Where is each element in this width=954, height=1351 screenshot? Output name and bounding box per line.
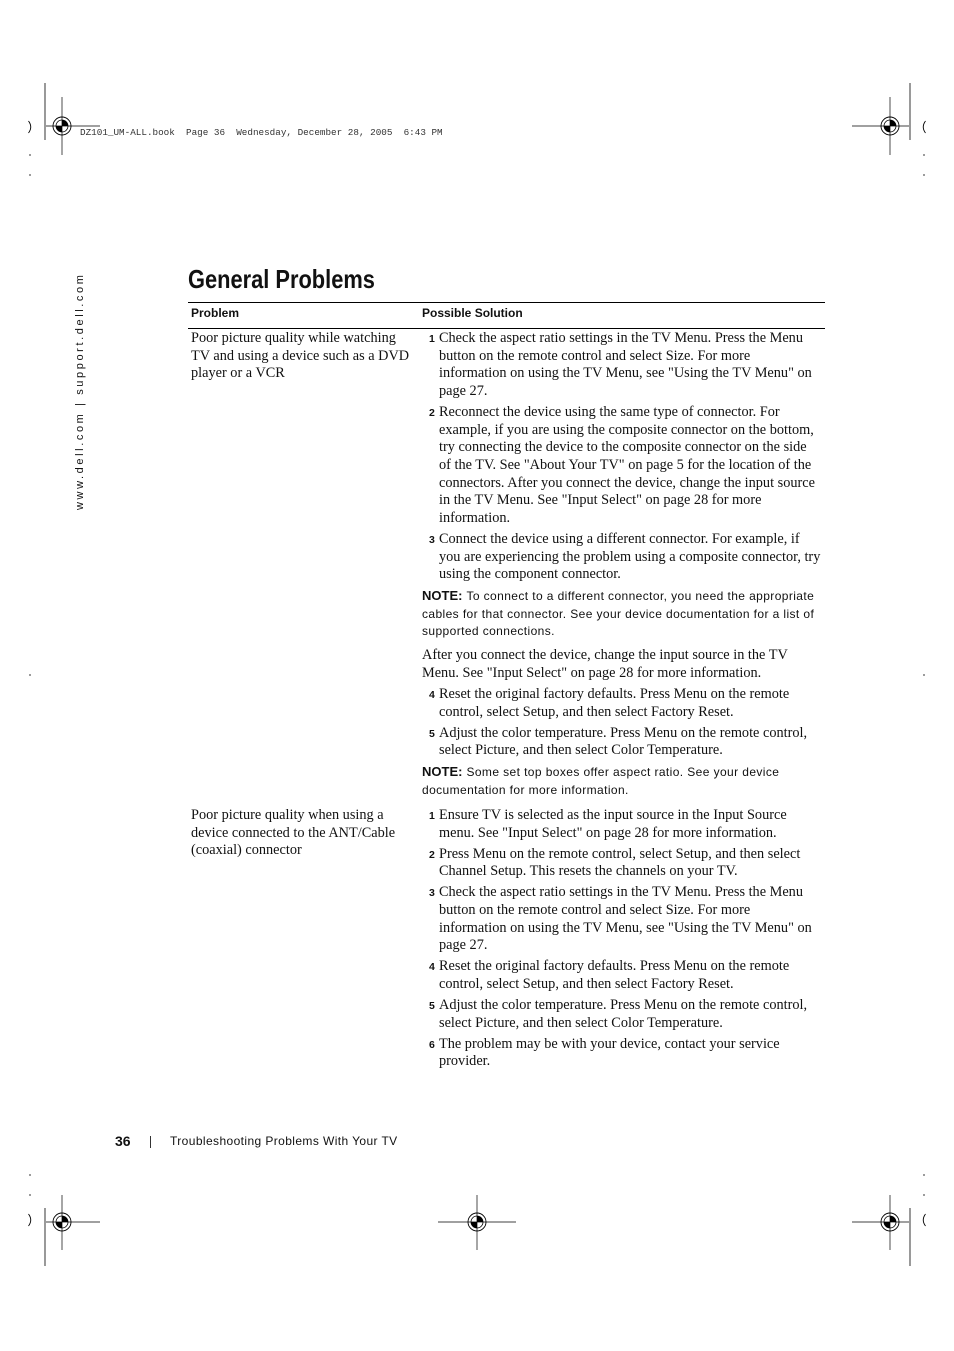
solution-step xyxy=(422,531,825,584)
step-number: 2 xyxy=(429,407,435,420)
solution-cell xyxy=(422,330,825,799)
solution-step xyxy=(422,330,825,401)
fold-dot xyxy=(923,154,925,156)
step-text-line: in the TV Menu. See "Input Select" on page 28 for more xyxy=(439,492,762,509)
note-text: Some set top boxes offer aspect ratio. See your device xyxy=(466,765,780,780)
step-text-line: of the TV. See "About Your TV" on page 5 for the location of the xyxy=(439,456,812,473)
solution-paragraph xyxy=(422,647,825,682)
note-label: NOTE: xyxy=(422,764,463,780)
side-tab-url: www.dell.com | support.dell.com xyxy=(74,272,86,510)
problem-text-line: (coaxial) connector xyxy=(191,842,302,859)
step-text-line: connectors. After you connect the device, change the input source xyxy=(439,474,815,491)
step-text-line: Channel Setup. This resets the channels on your TV. xyxy=(439,863,738,880)
step-number: 6 xyxy=(429,1038,435,1051)
note-text: To connect to a different connector, you need the appropriate xyxy=(466,589,815,604)
solution-step xyxy=(422,846,825,881)
table-header-row xyxy=(188,303,825,329)
note-text-line xyxy=(422,763,825,782)
note-text-line xyxy=(422,587,825,606)
step-text-line: information. xyxy=(439,509,511,526)
bracket-mark xyxy=(923,121,925,133)
fold-dot xyxy=(29,154,31,156)
step-number: 5 xyxy=(429,999,435,1012)
step-number: 5 xyxy=(429,727,435,740)
note-text-line: cables for that connector. See your device documentation for a list of xyxy=(422,606,815,621)
fold-dot xyxy=(923,674,925,676)
solution-cell xyxy=(422,807,825,1071)
problem-cell xyxy=(188,807,422,1071)
solution-step xyxy=(422,1036,825,1071)
step-text-line: Check the aspect ratio settings in the TV Menu. Press the Menu xyxy=(439,330,803,346)
step-text-line: menu. See "Input Select" on page 28 for more information. xyxy=(439,824,777,841)
bracket-mark xyxy=(923,1214,925,1226)
step-text-line: control, select Setup, and then select Factory Reset. xyxy=(439,975,734,992)
table-row xyxy=(188,806,825,1071)
solution-step xyxy=(422,807,825,842)
print-slug: DZ101_UM-ALL.book Page 36 Wednesday, December 28, 2005 6:43 PM xyxy=(80,127,443,138)
note-text-line: supported connections. xyxy=(422,624,555,639)
step-text-line: information on using the TV Menu, see "Using the TV Menu" on xyxy=(439,919,812,936)
column-header-solution: Possible Solution xyxy=(422,306,523,320)
problem-text-line: TV and using a device such as a DVD xyxy=(191,347,410,364)
step-text-line: control, select Setup, and then select Factory Reset. xyxy=(439,703,734,720)
step-number: 4 xyxy=(429,688,435,701)
bracket-mark xyxy=(29,121,31,133)
step-text-line: Check the aspect ratio settings in the TV Menu. Press the Menu xyxy=(439,884,803,901)
step-text-line: Reset the original factory defaults. Press Menu on the remote xyxy=(439,958,790,975)
note xyxy=(422,587,825,641)
step-number: 4 xyxy=(429,961,435,974)
solution-step xyxy=(422,725,825,760)
step-text-line: using the component connector. xyxy=(439,566,621,583)
step-number: 1 xyxy=(429,333,435,345)
step-text-line: provider. xyxy=(439,1053,491,1070)
page-number: 36 xyxy=(115,1133,131,1149)
step-number: 3 xyxy=(429,534,435,546)
step-text-line: select Picture, and then select Color Temperature. xyxy=(439,1014,723,1031)
problems-table xyxy=(188,302,825,1071)
fold-dot xyxy=(923,174,925,176)
step-text-line: Connect the device using a different connector. For example, if xyxy=(439,531,800,547)
step-text-line: Adjust the color temperature. Press Menu on the remote control, xyxy=(439,996,808,1013)
note-label: NOTE: xyxy=(422,588,463,604)
step-number: 1 xyxy=(429,809,435,822)
fold-dot xyxy=(29,174,31,176)
note-text-line: documentation for more information. xyxy=(422,782,629,797)
step-text-line: The problem may be with your device, contact your service xyxy=(439,1035,780,1052)
step-text-line: try connecting the device to the composite connector on the side xyxy=(439,439,807,456)
column-header-problem: Problem xyxy=(191,306,240,320)
fold-dot xyxy=(29,1174,31,1176)
solution-step xyxy=(422,686,825,721)
step-text-line: Ensure TV is selected as the input source in the Input Source xyxy=(439,806,787,823)
step-text-line: Press Menu on the remote control, select Setup, and then select xyxy=(439,845,801,862)
problem-text-line: Poor picture quality while watching xyxy=(191,330,396,346)
step-text-line: select Picture, and then select Color Temperature. xyxy=(439,742,723,759)
step-number: 2 xyxy=(429,848,435,861)
bracket-mark xyxy=(29,1214,31,1226)
solution-step xyxy=(422,958,825,993)
step-number: 3 xyxy=(429,887,435,900)
step-text-line: Reset the original factory defaults. Press Menu on the remote xyxy=(439,685,790,702)
problem-cell xyxy=(188,330,422,799)
step-text-line: page 27. xyxy=(439,382,488,399)
step-text-line: example, if you are using the composite connector on the bottom, xyxy=(439,421,814,438)
problem-text-line: Poor picture quality when using a xyxy=(191,806,384,823)
fold-dot xyxy=(923,1174,925,1176)
problem-text-line: device connected to the ANT/Cable xyxy=(191,824,396,841)
step-text-line: you are experiencing the problem using a composite connector, try xyxy=(439,548,821,565)
step-text-line: button on the remote control and select Size. For more xyxy=(439,347,751,364)
paragraph-text-line: After you connect the device, change the input source in the TV xyxy=(422,647,788,664)
fold-dot xyxy=(29,674,31,676)
step-text-line: Adjust the color temperature. Press Menu on the remote control, xyxy=(439,724,808,741)
section-title: General Problems xyxy=(188,264,375,294)
step-text-line: Reconnect the device using the same type of connector. For xyxy=(439,404,780,421)
note xyxy=(422,763,825,799)
chapter-title: Troubleshooting Problems With Your TV xyxy=(170,1134,398,1148)
table-body xyxy=(188,329,825,1071)
step-text-line: button on the remote control and select Size. For more xyxy=(439,901,751,918)
problem-text-line: player or a VCR xyxy=(191,365,285,382)
solution-step xyxy=(422,997,825,1032)
step-text-line: page 27. xyxy=(439,937,488,954)
footer-divider xyxy=(150,1136,151,1148)
table-row xyxy=(188,329,825,799)
solution-step xyxy=(422,884,825,955)
paragraph-text-line: Menu. See "Input Select" on page 28 for more information. xyxy=(422,664,762,681)
solution-step xyxy=(422,404,825,528)
step-text-line: information on using the TV Menu, see "Using the TV Menu" on xyxy=(439,365,812,382)
fold-dot xyxy=(923,1194,925,1196)
fold-dot xyxy=(29,1194,31,1196)
